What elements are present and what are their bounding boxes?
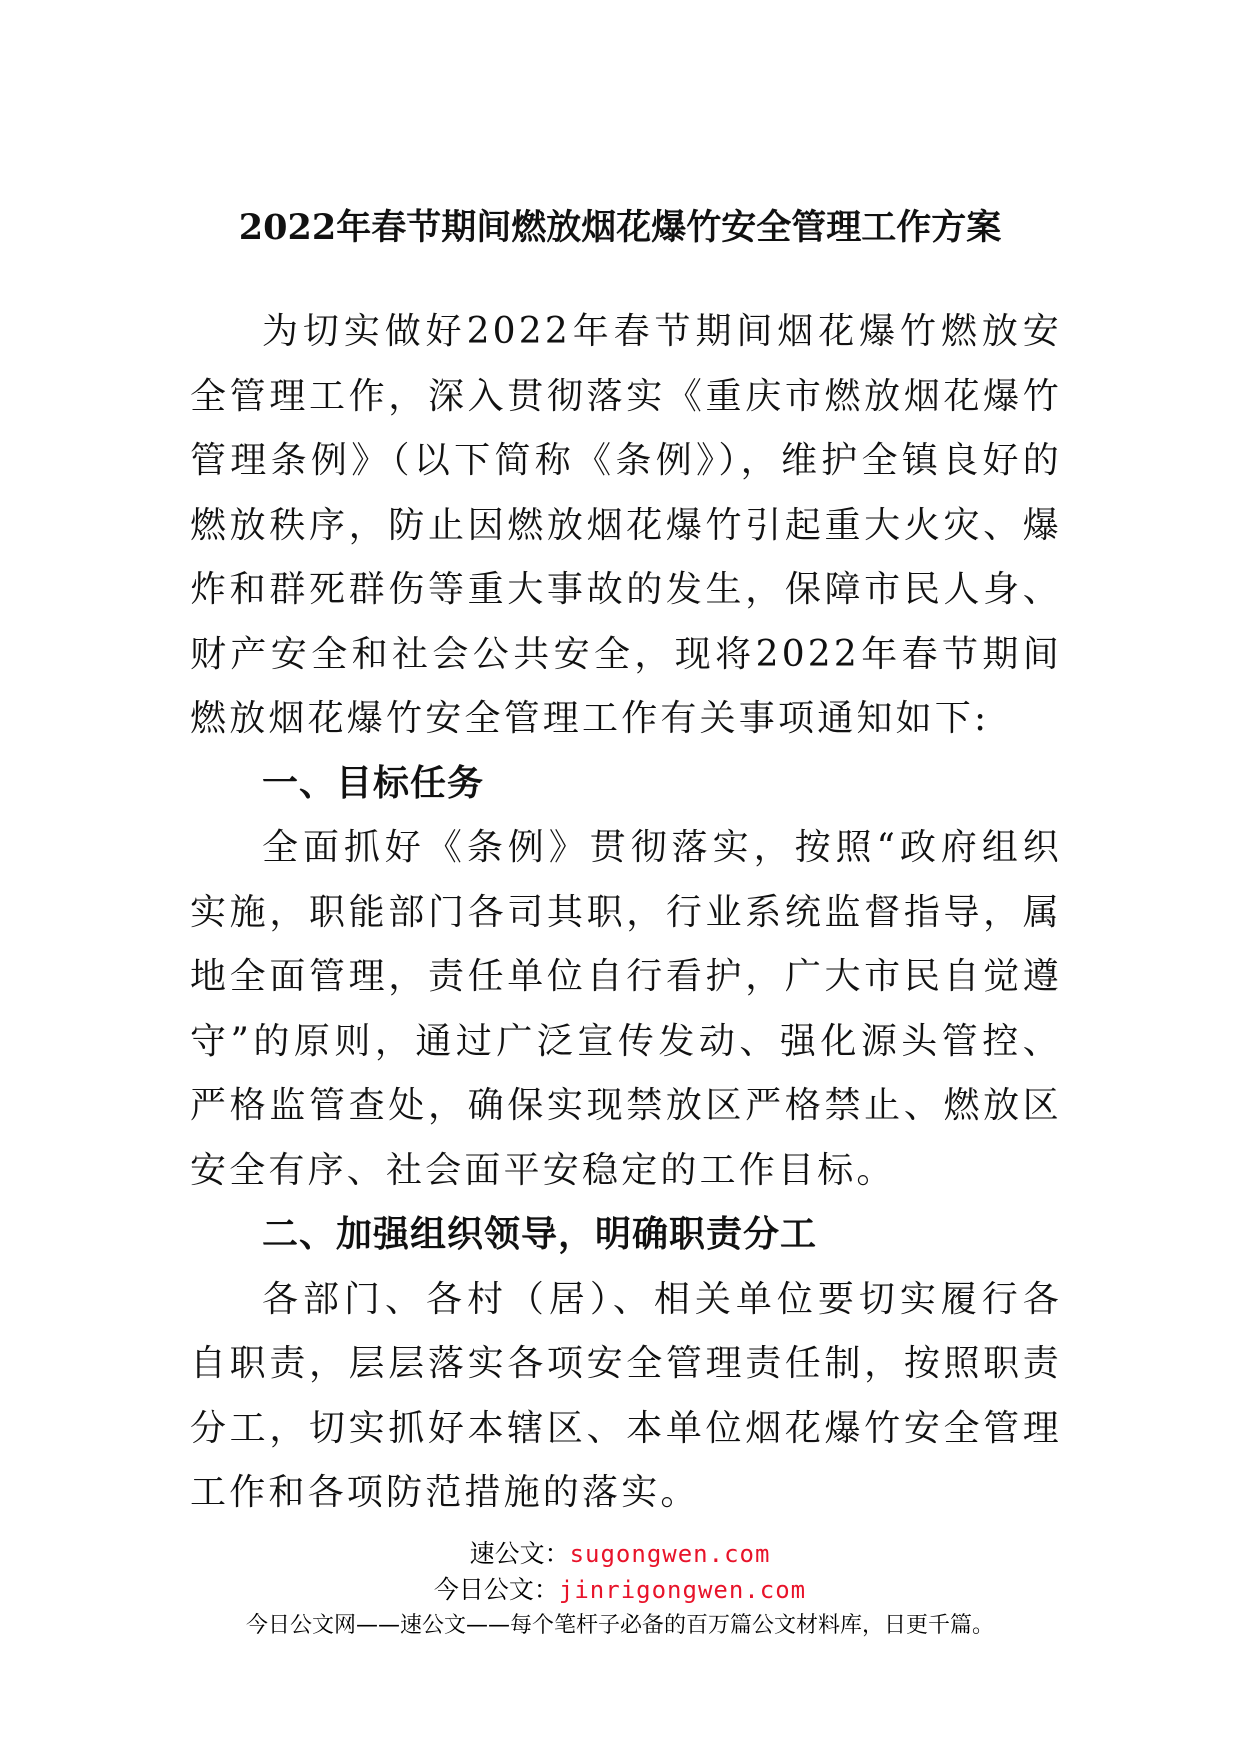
document-body bbox=[190, 300, 1062, 1526]
footer-jinrigongwen bbox=[0, 1572, 1240, 1608]
footer-slogan: 今日公文网——速公文——每个笔杆子必备的百万篇公文材料库，日更千篇。 bbox=[245, 1613, 994, 1638]
goals-paragraph: 全面抓好《条例》贯彻落实，按照“政府组织实施，职能部门各司其职，行业系统监督指导，属地全面管理，责任单位自行看护，广大市民自觉遵守”的原则，通过广泛宣传发动、强化源头管控、严格监管查处，确保实现禁放区严格禁止、燃放区安全有序、社会面平安稳定的工作目标。 bbox=[190, 827, 1062, 1191]
intro-paragraph: 为切实做好2022年春节期间烟花爆竹燃放安全管理工作，深入贯彻落实《重庆市燃放烟花爆竹管理条例》（以下简称《条例》），维护全镇良好的燃放秩序，防止因燃放烟花爆竹引起重大火灾、爆炸和群死群伤等重大事故的发生，保障市民人身、财产安全和社会公共安全，现将2022年春节期间燃放烟花爆竹安全管理工作有关事项通知如下: bbox=[190, 311, 1062, 739]
footer-sugongwen-label: 速公文： bbox=[469, 1539, 570, 1568]
footer-sugongwen bbox=[0, 1536, 1240, 1572]
footer-jinrigongwen-link[interactable]: jinrigongwen.com bbox=[558, 1576, 807, 1604]
footer-jinrigongwen-label: 今日公文： bbox=[433, 1575, 559, 1604]
document-title: 2022年春节期间燃放烟花爆竹安全管理工作方案 bbox=[238, 207, 1002, 248]
section-heading-organization: 二、加强组织领导，明确职责分工 bbox=[262, 1214, 818, 1255]
footer-sugongwen-link[interactable]: sugongwen.com bbox=[569, 1540, 771, 1568]
section-heading-goals: 一、目标任务 bbox=[262, 762, 485, 804]
organization-paragraph: 各部门、各村（居）、相关单位要切实履行各自职责，层层落实各项安全管理责任制，按照职责分工，切实抓好本辖区、本单位烟花爆竹安全管理工作和各项防范措施的落实。 bbox=[190, 1278, 1062, 1513]
